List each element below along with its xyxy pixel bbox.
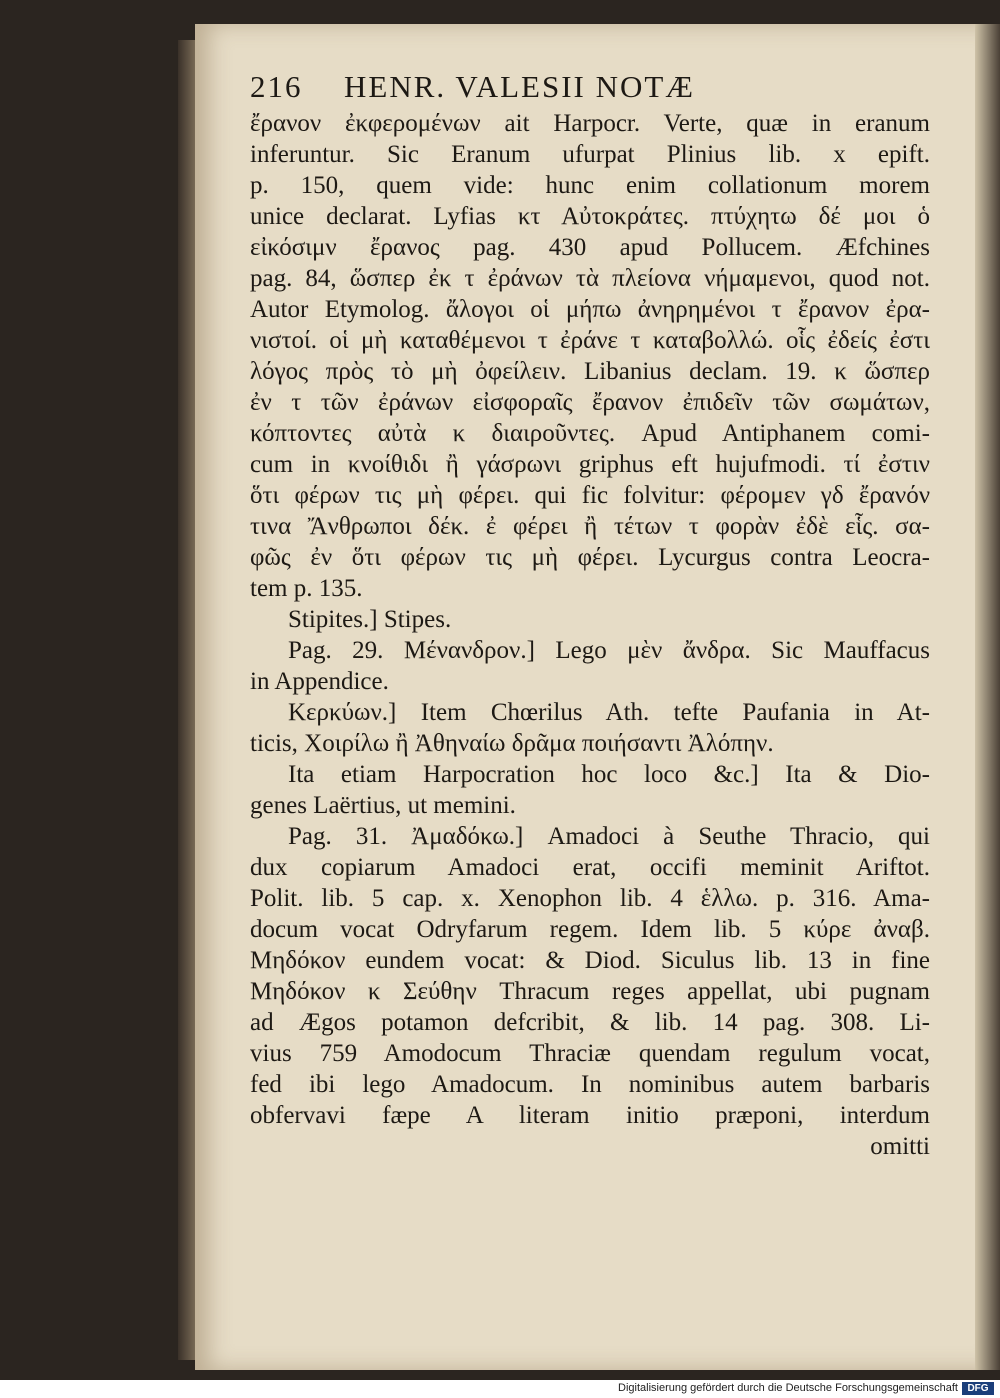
text-line: Autor Etymolog. ἄλογοι οἱ μήπω ἀνηρημένοι τ ἔρανον ἐρα- [250, 296, 930, 323]
text-line: unice declarat. Lyfias κτ Αὐτοκράτες. πτύχητω δέ μοι ὁ [250, 203, 930, 230]
text-line: in Appendice. [250, 668, 389, 695]
text-line: obfervavi fæpe A literam initio præponi, interdum [250, 1102, 930, 1129]
text-line: p. 150, quem vide: hunc enim collationum morem [250, 172, 930, 199]
page-fore-edge [975, 24, 1000, 1370]
running-head [250, 68, 930, 106]
text-line: ἔρανον ἐκφερομένων ait Harpocr. Verte, quæ in eranum [250, 110, 930, 137]
funding-credit: Digitalisierung gefördert durch die Deutsche Forschungsgemeinschaft [618, 1382, 958, 1394]
text-line: Μηδόκον κ Σεύθην Thracum reges appellat, ubi pugnam [250, 978, 930, 1005]
text-line: Stipites.] Stipes. [288, 606, 452, 633]
text-line: Polit. lib. 5 cap. x. Xenophon lib. 4 ἑλλω. p. 316. Ama- [250, 885, 930, 912]
text-line: ὅτι φέρων τις μὴ φέρει. qui fic folvitur: φέρομεν γδ ἔρανόν [250, 482, 930, 509]
page-number: 216 [250, 69, 303, 104]
text-line: Ita etiam Harpocration hoc loco &c.] Ita & Dio- [288, 761, 930, 788]
text-line: pag. 84, ὥσπερ ἐκ τ ἐράνων τὰ πλείονα νήμαμενοι, quod not. [250, 265, 930, 292]
text-line: inferuntur. Sic Eranum ufurpat Plinius lib. x epift. [250, 141, 930, 168]
text-line: λόγος πρὸς τὸ μὴ ὀφείλειν. Libanius declam. 19. κ ὥσπερ [250, 358, 930, 385]
text-line: ticis, Χοιρίλω ἢ Ἀθηναίω δρᾶμα ποιήσαντι Ἀλόπην. [250, 730, 774, 757]
page-text-block [250, 68, 930, 1162]
text-line: φῶς ἐν ὅτι φέρων τις μὴ φέρει. Lycurgus contra Leocra- [250, 544, 930, 571]
text-line: Κερκύων.] Item Chœrilus Ath. tefte Paufania in At- [288, 699, 930, 726]
text-line: dux copiarum Amadoci erat, occifi meminit Ariftot. [250, 854, 930, 881]
footer-bar [0, 1380, 1000, 1398]
text-line: genes Laërtius, ut memini. [250, 792, 516, 819]
text-line: tem p. 135. [250, 575, 363, 602]
text-line: cum in κνοίθιδι ἢ γάσρωνι griphus eft hujufmodi. τί ἐστιν [250, 451, 930, 478]
text-line: vius 759 Amodocum Thraciæ quendam regulum vocat, [250, 1040, 930, 1067]
text-line: ad Ægos potamon defcribit, & lib. 14 pag. 308. Li- [250, 1009, 930, 1036]
text-line: Pag. 29. Μένανδρον.] Lego μὲν ἄνδρα. Sic Mauffacus [288, 637, 930, 664]
text-line: Μηδόκον eundem vocat: & Diod. Siculus lib. 13 in fine [250, 947, 930, 974]
text-line: νιστοί. οἱ μὴ καταθέμενοι τ ἐράνε τ καταβολλώ. οἷς ἐδείς ἐστι [250, 327, 930, 354]
text-line: κόπτοντες αὐτὰ κ διαιροῦντες. Apud Antiphanem comi- [250, 420, 930, 447]
dfg-logo: DFG [962, 1382, 994, 1395]
text-line: docum vocat Odryfarum regem. Idem lib. 5 κύρε ἀναβ. [250, 916, 930, 943]
text-line: fed ibi lego Amadocum. In nominibus autem barbaris [250, 1071, 930, 1098]
text-line: τινα Ἄνθρωποι δέκ. ἐ φέρει ἢ τέτων τ φορὰν ἐδὲ εἷς. σα- [250, 513, 930, 540]
text-line: Pag. 31. Ἀμαδόκω.] Amadoci à Seuthe Thracio, qui [288, 823, 930, 850]
body-text [250, 108, 930, 1162]
text-line: εἰκόσιμν ἔρανος pag. 430 apud Pollucem. Æfchines [250, 234, 930, 261]
text-line: ἐν τ τῶν ἐράνων εἰσφοραῖς ἔρανον ἐπιδεῖν τῶν σωμάτων, [250, 389, 930, 416]
text-line: omitti [870, 1133, 930, 1160]
running-head-title: HENR. VALESII NOTÆ [344, 69, 695, 104]
